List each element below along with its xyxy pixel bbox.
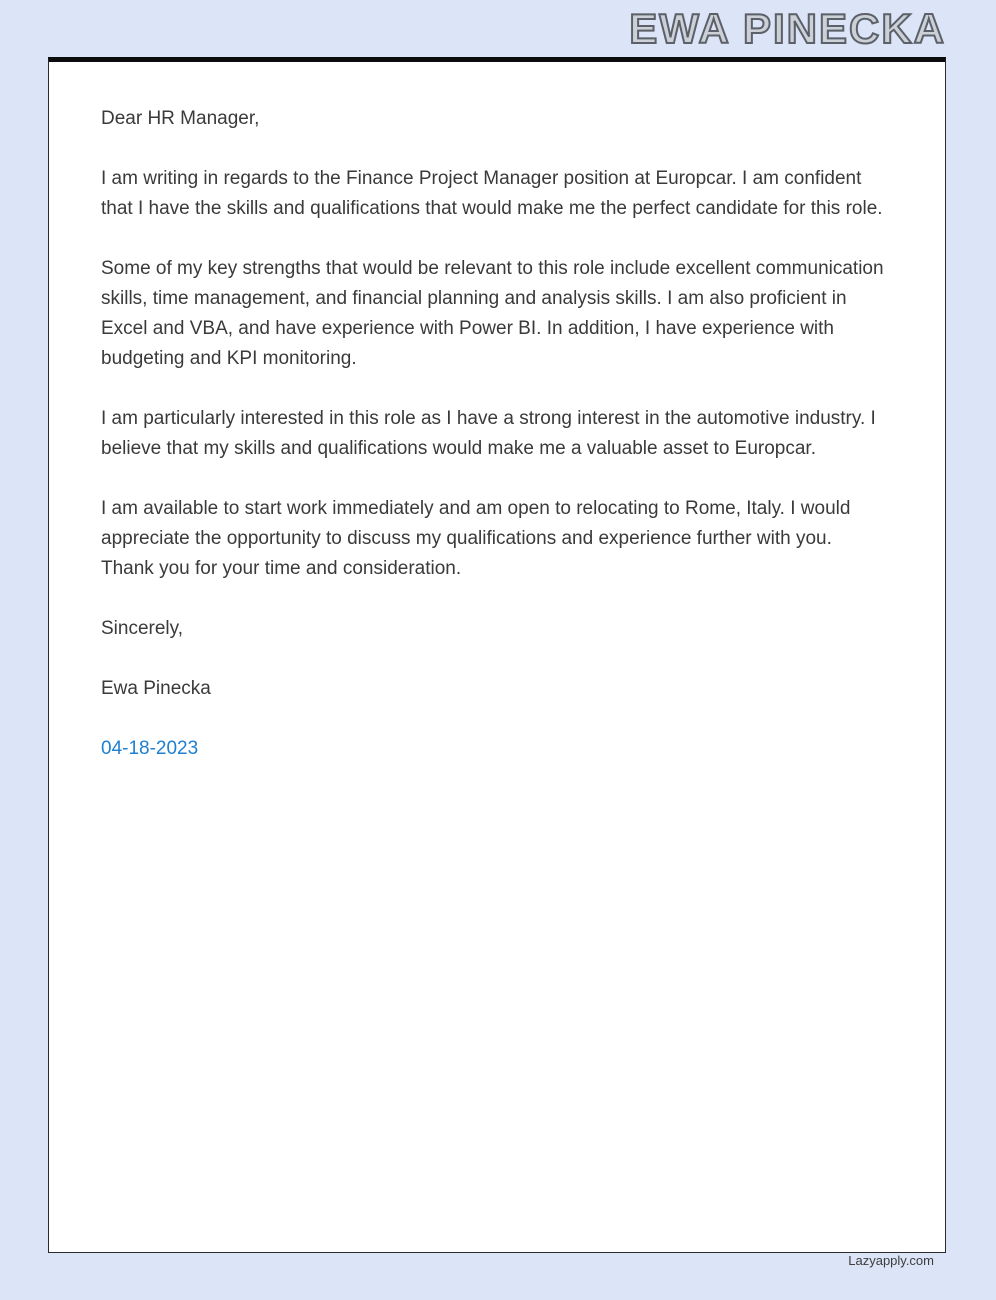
salutation: Dear HR Manager,: [101, 108, 260, 129]
letter-paragraph: I am writing in regards to the Finance Project Manager position at Europcar. I am confident that I have the skills and qualifications that would make me the perfect candidate for this role.: [101, 168, 883, 219]
letter-paragraph: I am available to start work immediately and am open to relocating to Rome, Italy. I would appreciate the opportunity to discuss my qualifications and experience further with you. Thank you for your time and consideration.: [101, 498, 851, 579]
signature-name: Ewa Pinecka: [101, 678, 211, 699]
page-header: [0, 0, 996, 57]
applicant-name-heading: EWA PINECKA: [629, 4, 946, 52]
letter-paragraph: I am particularly interested in this role as I have a strong interest in the automotive industry. I believe that my skills and qualifications would make me a valuable asset to Europcar.: [101, 408, 876, 459]
lazyapply-watermark: Lazyapply.com: [848, 1253, 934, 1268]
letter-date: 04-18-2023: [101, 738, 199, 759]
cover-letter-sheet: [48, 57, 946, 1253]
letter-paragraph: Some of my key strengths that would be relevant to this role include excellent communication skills, time management, and financial planning and analysis skills. I am also proficient in Excel and VBA, and have experience with Power BI. In addition, I have experience with budgeting and KPI monitoring.: [101, 258, 884, 369]
letter-body: [101, 104, 885, 764]
closing: Sincerely,: [101, 618, 184, 639]
